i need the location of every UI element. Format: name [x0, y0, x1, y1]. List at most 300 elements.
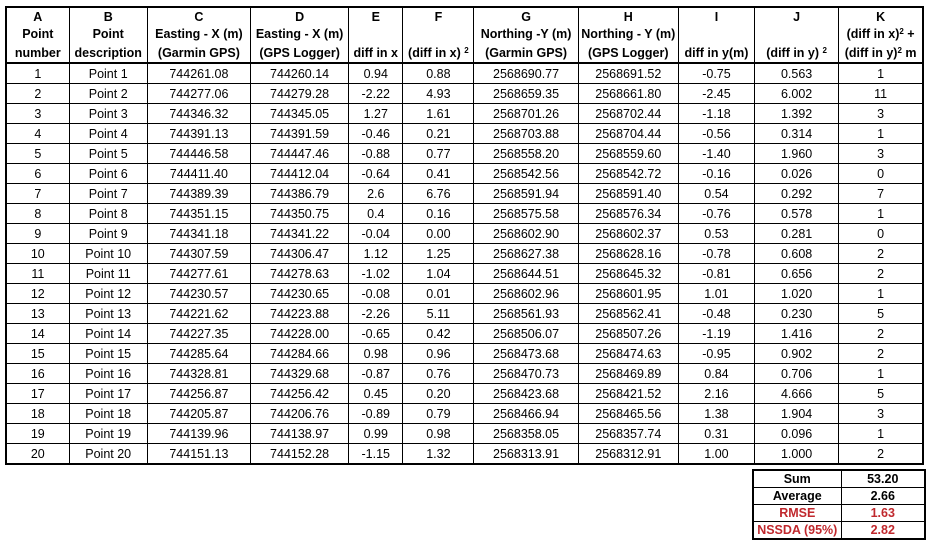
table-row [6, 104, 923, 124]
summary-label: Sum [753, 470, 841, 488]
table-row [6, 144, 923, 164]
table-cell: 0 [839, 224, 923, 244]
table-cell: 1.416 [755, 324, 839, 344]
table-cell: Point 5 [69, 144, 147, 164]
table-cell: 744446.58 [147, 144, 250, 164]
summary-row [753, 505, 925, 522]
table-cell: 1 [839, 124, 923, 144]
table-cell: 2568591.40 [578, 184, 678, 204]
table-cell: 4.93 [403, 84, 474, 104]
table-cell: 0.98 [349, 344, 403, 364]
table-row [6, 304, 923, 324]
table-cell: -2.45 [678, 84, 754, 104]
table-row [6, 124, 923, 144]
table-cell: 2568358.05 [474, 424, 578, 444]
table-cell: 0.45 [349, 384, 403, 404]
table-row [6, 324, 923, 344]
column-header: Easting - X (m) [251, 25, 349, 43]
gps-comparison-table [5, 6, 924, 465]
table-cell: 1.00 [678, 444, 754, 465]
superscript: 2 [822, 45, 827, 55]
column-letter: J [755, 7, 839, 25]
table-cell: -2.22 [349, 84, 403, 104]
table-cell: Point 14 [69, 324, 147, 344]
summary-label: NSSDA (95%) [753, 522, 841, 540]
header-row-2 [6, 43, 923, 63]
column-letter: K [839, 7, 923, 25]
table-cell: 2568644.51 [474, 264, 578, 284]
table-cell: 2568659.35 [474, 84, 578, 104]
table-cell: 744351.15 [147, 204, 250, 224]
table-cell: 5 [839, 384, 923, 404]
table-cell: 744256.42 [251, 384, 349, 404]
table-row [6, 184, 923, 204]
table-cell: 744152.28 [251, 444, 349, 465]
table-cell: 2568313.91 [474, 444, 578, 465]
table-cell: -0.65 [349, 324, 403, 344]
table-cell: 0.292 [755, 184, 839, 204]
table-cell: 744221.62 [147, 304, 250, 324]
table-cell: 2568561.93 [474, 304, 578, 324]
superscript: 2 [897, 45, 902, 55]
table-cell: 11 [839, 84, 923, 104]
table-cell: 2568507.26 [578, 324, 678, 344]
table-cell: Point 8 [69, 204, 147, 224]
column-letter: H [578, 7, 678, 25]
header-text: m [901, 45, 917, 60]
table-cell: -2.26 [349, 304, 403, 324]
summary-value: 53.20 [841, 470, 925, 488]
table-cell: 0.4 [349, 204, 403, 224]
table-cell: 0.578 [755, 204, 839, 224]
table-cell: 6.002 [755, 84, 839, 104]
table-cell: 0 [839, 164, 923, 184]
table-row [6, 444, 923, 465]
table-cell: 2568702.44 [578, 104, 678, 124]
table-cell: 2568470.73 [474, 364, 578, 384]
table-cell: 744346.32 [147, 104, 250, 124]
table-cell: -0.95 [678, 344, 754, 364]
table-cell: Point 2 [69, 84, 147, 104]
table-cell: 5 [839, 304, 923, 324]
header-row-1 [6, 25, 923, 43]
table-cell: 2568645.32 [578, 264, 678, 284]
table-cell: 0.314 [755, 124, 839, 144]
table-cell: 2 [839, 324, 923, 344]
table-cell: 2568575.58 [474, 204, 578, 224]
table-cell: -0.76 [678, 204, 754, 224]
table-cell: 2568421.52 [578, 384, 678, 404]
table-row [6, 344, 923, 364]
table-cell: Point 15 [69, 344, 147, 364]
table-cell: 2568704.44 [578, 124, 678, 144]
table-cell: 1.32 [403, 444, 474, 465]
table-cell: 3 [839, 104, 923, 124]
table-cell: 0.54 [678, 184, 754, 204]
table-cell: 0.79 [403, 404, 474, 424]
table-cell: 744412.04 [251, 164, 349, 184]
table-cell: 1.38 [678, 404, 754, 424]
table-cell: 1.61 [403, 104, 474, 124]
column-header: number [6, 43, 69, 63]
table-cell: 1.020 [755, 284, 839, 304]
table-cell: 0.98 [403, 424, 474, 444]
column-header [755, 25, 839, 43]
table-cell: Point 20 [69, 444, 147, 465]
summary-value: 2.66 [841, 488, 925, 505]
table-cell: Point 3 [69, 104, 147, 124]
table-cell: 744205.87 [147, 404, 250, 424]
table-cell: 0.026 [755, 164, 839, 184]
table-cell: 1.000 [755, 444, 839, 465]
table-cell: Point 9 [69, 224, 147, 244]
table-cell: 3 [839, 144, 923, 164]
table-row [6, 384, 923, 404]
spreadsheet [5, 6, 924, 537]
table-cell: 6.76 [403, 184, 474, 204]
table-cell: 744391.59 [251, 124, 349, 144]
table-cell: 19 [6, 424, 69, 444]
table-cell: 0.230 [755, 304, 839, 324]
table-cell: 2568423.68 [474, 384, 578, 404]
table-cell: 2568703.88 [474, 124, 578, 144]
table-cell: 7 [839, 184, 923, 204]
table-cell: Point 18 [69, 404, 147, 424]
table-cell: 744341.22 [251, 224, 349, 244]
table-cell: -1.40 [678, 144, 754, 164]
table-cell: 744277.06 [147, 84, 250, 104]
table-cell: 2568465.56 [578, 404, 678, 424]
column-letter: E [349, 7, 403, 25]
table-cell: 1.25 [403, 244, 474, 264]
table-cell: 0.281 [755, 224, 839, 244]
column-letter: C [147, 7, 250, 25]
table-cell: 11 [6, 264, 69, 284]
table-cell: 0.94 [349, 63, 403, 84]
column-header: diff in y(m) [678, 43, 754, 63]
table-cell: -0.64 [349, 164, 403, 184]
table-cell: Point 10 [69, 244, 147, 264]
table-cell: 10 [6, 244, 69, 264]
table-row [6, 404, 923, 424]
header-text: + [903, 27, 915, 41]
table-cell: 0.84 [678, 364, 754, 384]
table-cell: 0.608 [755, 244, 839, 264]
table-cell: 13 [6, 304, 69, 324]
table-cell: 1.960 [755, 144, 839, 164]
table-cell: 8 [6, 204, 69, 224]
table-row [6, 63, 923, 84]
table-cell: 2568602.96 [474, 284, 578, 304]
table-cell: 1.392 [755, 104, 839, 124]
table-cell: 2568628.16 [578, 244, 678, 264]
column-header: (Garmin GPS) [474, 43, 578, 63]
table-cell: 2568357.74 [578, 424, 678, 444]
header-text: (diff in x) [408, 45, 461, 60]
table-cell: -0.46 [349, 124, 403, 144]
table-cell: 1 [839, 204, 923, 224]
column-letter: B [69, 7, 147, 25]
table-row [6, 204, 923, 224]
column-header: Northing -Y (m) [474, 25, 578, 43]
table-cell: 20 [6, 444, 69, 465]
table-row [6, 424, 923, 444]
column-header: diff in x [349, 43, 403, 63]
table-row [6, 84, 923, 104]
table-row [6, 224, 923, 244]
table-cell: 2568473.68 [474, 344, 578, 364]
table-cell: 1 [839, 284, 923, 304]
table-cell: 2568312.91 [578, 444, 678, 465]
column-header: Easting - X (m) [147, 25, 250, 43]
superscript: 2 [464, 45, 469, 55]
table-cell: 4 [6, 124, 69, 144]
column-letter: G [474, 7, 578, 25]
table-cell: 744391.13 [147, 124, 250, 144]
table-cell: 0.41 [403, 164, 474, 184]
summary-row [753, 522, 925, 540]
table-cell: 744206.76 [251, 404, 349, 424]
table-cell: 744329.68 [251, 364, 349, 384]
table-cell: 1.904 [755, 404, 839, 424]
column-header: (GPS Logger) [251, 43, 349, 63]
table-cell: -0.78 [678, 244, 754, 264]
column-letter-row [6, 7, 923, 25]
table-cell: 744228.00 [251, 324, 349, 344]
header-text: (diff in y) [844, 45, 898, 60]
table-cell: 744284.66 [251, 344, 349, 364]
table-cell: 0.01 [403, 284, 474, 304]
column-letter: D [251, 7, 349, 25]
table-cell: Point 7 [69, 184, 147, 204]
summary-body [753, 470, 925, 539]
table-cell: -0.48 [678, 304, 754, 324]
table-cell: 744386.79 [251, 184, 349, 204]
table-cell: 744261.08 [147, 63, 250, 84]
table-cell: 2568474.63 [578, 344, 678, 364]
table-cell: 0.656 [755, 264, 839, 284]
table-cell: 2568559.60 [578, 144, 678, 164]
table-cell: 0.706 [755, 364, 839, 384]
table-cell: -0.16 [678, 164, 754, 184]
table-cell: 744306.47 [251, 244, 349, 264]
table-cell: 2 [839, 264, 923, 284]
table-cell: Point 13 [69, 304, 147, 324]
table-cell: 6 [6, 164, 69, 184]
table-cell: -0.88 [349, 144, 403, 164]
table-body [6, 63, 923, 464]
table-cell: 0.77 [403, 144, 474, 164]
table-cell: 744260.14 [251, 63, 349, 84]
table-cell: 1 [839, 63, 923, 84]
table-cell: 744279.28 [251, 84, 349, 104]
column-header [839, 43, 923, 63]
summary-row [753, 488, 925, 505]
superscript: 2 [899, 27, 904, 36]
table-cell: 15 [6, 344, 69, 364]
table-cell: 2568690.77 [474, 63, 578, 84]
table-cell: 744307.59 [147, 244, 250, 264]
column-header: description [69, 43, 147, 63]
table-cell: Point 12 [69, 284, 147, 304]
table-cell: 744138.97 [251, 424, 349, 444]
table-cell: 744256.87 [147, 384, 250, 404]
column-header: (GPS Logger) [578, 43, 678, 63]
table-cell: 2568602.37 [578, 224, 678, 244]
table-cell: 2.6 [349, 184, 403, 204]
table-cell: -1.19 [678, 324, 754, 344]
table-cell: 744277.61 [147, 264, 250, 284]
table-cell: 744230.57 [147, 284, 250, 304]
table-cell: -0.56 [678, 124, 754, 144]
table-cell: 1.12 [349, 244, 403, 264]
table-cell: 3 [6, 104, 69, 124]
table-cell: 2568602.90 [474, 224, 578, 244]
table-cell: 0.76 [403, 364, 474, 384]
table-cell: 2568562.41 [578, 304, 678, 324]
table-row [6, 364, 923, 384]
table-cell: 0.99 [349, 424, 403, 444]
table-cell: 7 [6, 184, 69, 204]
column-header [349, 25, 403, 43]
column-header [403, 25, 474, 43]
column-letter: I [678, 7, 754, 25]
table-cell: 1 [839, 424, 923, 444]
summary-label: Average [753, 488, 841, 505]
table-cell: 744341.18 [147, 224, 250, 244]
table-cell: 2568601.95 [578, 284, 678, 304]
table-cell: 1.01 [678, 284, 754, 304]
column-header: Point [69, 25, 147, 43]
header-text: (diff in y) [766, 45, 820, 60]
table-cell: -0.87 [349, 364, 403, 384]
summary-value: 1.63 [841, 505, 925, 522]
table-cell: Point 16 [69, 364, 147, 384]
table-cell: 2568691.52 [578, 63, 678, 84]
table-cell: 2568591.94 [474, 184, 578, 204]
table-cell: -1.18 [678, 104, 754, 124]
table-cell: 0.96 [403, 344, 474, 364]
table-cell: 0.096 [755, 424, 839, 444]
table-cell: 0.31 [678, 424, 754, 444]
table-cell: 2568701.26 [474, 104, 578, 124]
summary-table [752, 469, 926, 540]
table-cell: 0.53 [678, 224, 754, 244]
table-cell: 744223.88 [251, 304, 349, 324]
table-cell: 2568542.56 [474, 164, 578, 184]
table-cell: 5.11 [403, 304, 474, 324]
table-cell: -0.75 [678, 63, 754, 84]
table-cell: 2568576.34 [578, 204, 678, 224]
summary-value: 2.82 [841, 522, 925, 540]
table-cell: 2568627.38 [474, 244, 578, 264]
table-cell: 2568466.94 [474, 404, 578, 424]
table-cell: 2568469.89 [578, 364, 678, 384]
table-cell: Point 17 [69, 384, 147, 404]
table-cell: 2 [839, 244, 923, 264]
table-cell: 9 [6, 224, 69, 244]
table-cell: 0.00 [403, 224, 474, 244]
table-row [6, 264, 923, 284]
table-cell: 0.42 [403, 324, 474, 344]
table-cell: 744447.46 [251, 144, 349, 164]
table-cell: 744227.35 [147, 324, 250, 344]
table-cell: 2 [839, 344, 923, 364]
table-cell: Point 4 [69, 124, 147, 144]
table-cell: -0.08 [349, 284, 403, 304]
column-header [839, 25, 923, 43]
table-cell: 0.88 [403, 63, 474, 84]
column-header: (Garmin GPS) [147, 43, 250, 63]
table-cell: 12 [6, 284, 69, 304]
table-cell: 0.563 [755, 63, 839, 84]
table-cell: 2.16 [678, 384, 754, 404]
table-cell: Point 1 [69, 63, 147, 84]
table-cell: 3 [839, 404, 923, 424]
table-cell: 744230.65 [251, 284, 349, 304]
column-letter: A [6, 7, 69, 25]
table-cell: 744328.81 [147, 364, 250, 384]
table-cell: 744350.75 [251, 204, 349, 224]
table-cell: 744285.64 [147, 344, 250, 364]
table-cell: -0.04 [349, 224, 403, 244]
table-cell: 2568506.07 [474, 324, 578, 344]
table-cell: 2 [6, 84, 69, 104]
table-cell: Point 11 [69, 264, 147, 284]
column-letter: F [403, 7, 474, 25]
table-cell: 744278.63 [251, 264, 349, 284]
table-cell: 0.21 [403, 124, 474, 144]
table-cell: 0.902 [755, 344, 839, 364]
table-cell: 5 [6, 144, 69, 164]
column-header: Point [6, 25, 69, 43]
table-cell: 2568558.20 [474, 144, 578, 164]
table-cell: 744151.13 [147, 444, 250, 465]
header-text: (diff in x) [846, 27, 900, 41]
table-cell: 14 [6, 324, 69, 344]
column-header [678, 25, 754, 43]
summary-row [753, 470, 925, 488]
table-cell: Point 6 [69, 164, 147, 184]
table-cell: 744345.05 [251, 104, 349, 124]
table-cell: -0.89 [349, 404, 403, 424]
table-cell: -1.15 [349, 444, 403, 465]
table-cell: 1.04 [403, 264, 474, 284]
table-cell: 16 [6, 364, 69, 384]
table-cell: Point 19 [69, 424, 147, 444]
table-cell: 1.27 [349, 104, 403, 124]
table-cell: -1.02 [349, 264, 403, 284]
table-cell: 4.666 [755, 384, 839, 404]
table-cell: 17 [6, 384, 69, 404]
table-cell: 18 [6, 404, 69, 424]
table-cell: 2568542.72 [578, 164, 678, 184]
table-cell: 744411.40 [147, 164, 250, 184]
column-header [755, 43, 839, 63]
table-row [6, 164, 923, 184]
table-cell: 744389.39 [147, 184, 250, 204]
table-cell: 744139.96 [147, 424, 250, 444]
table-row [6, 244, 923, 264]
table-cell: 1 [839, 364, 923, 384]
table-cell: 0.20 [403, 384, 474, 404]
table-row [6, 284, 923, 304]
table-cell: -0.81 [678, 264, 754, 284]
table-cell: 2 [839, 444, 923, 465]
summary-label: RMSE [753, 505, 841, 522]
column-header: Northing - Y (m) [578, 25, 678, 43]
table-cell: 1 [6, 63, 69, 84]
